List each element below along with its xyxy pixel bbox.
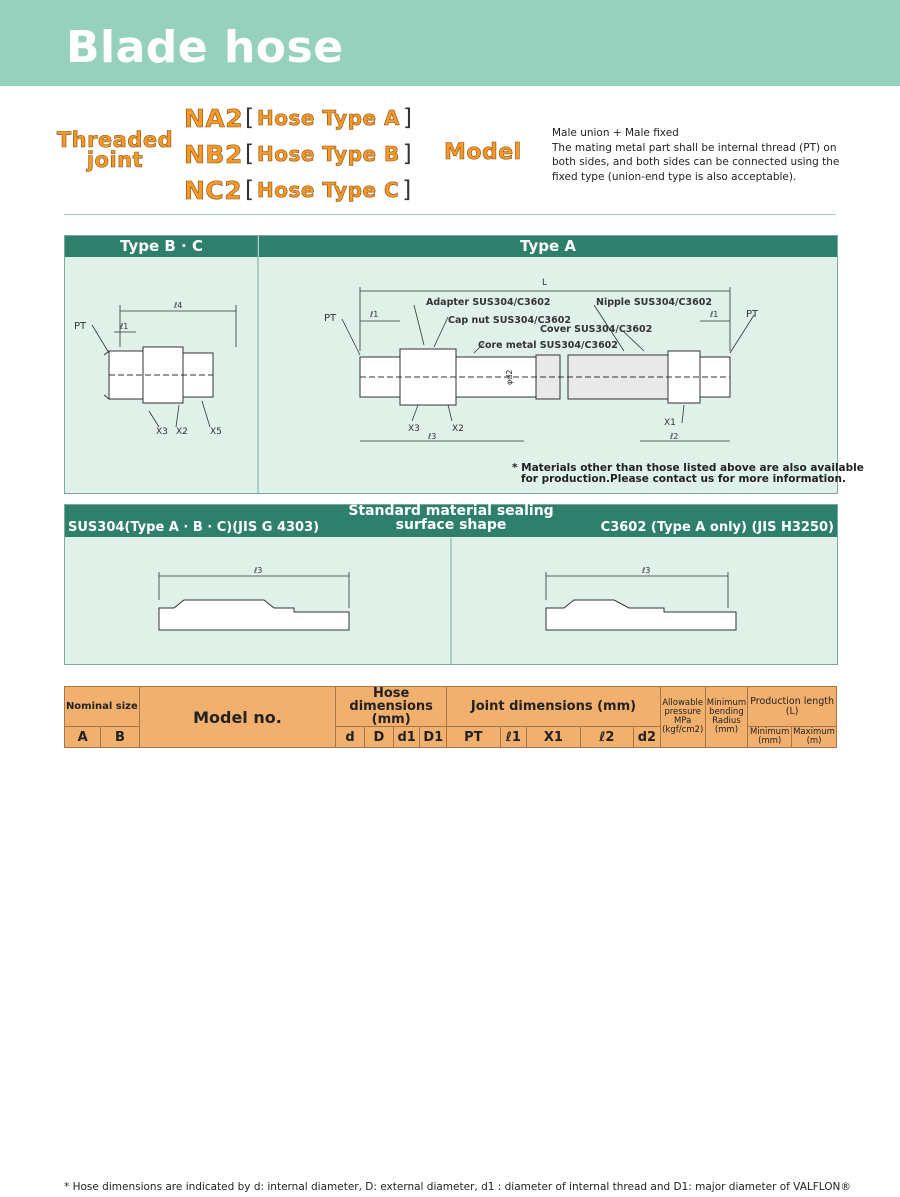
hose-header: Hose dimensions (mm): [336, 687, 447, 727]
model-code: NB2: [184, 139, 243, 169]
l3-label-sus: ℓ3: [254, 566, 263, 575]
col-a: A: [65, 727, 101, 748]
title-banner: [0, 0, 900, 86]
type-bc-header: Type B · C: [65, 236, 258, 257]
col-b: B: [101, 727, 139, 748]
bracket-open: [: [245, 105, 254, 131]
nipple-label: Nipple SUS304/C3602: [596, 297, 712, 308]
sealing-title-2: surface shape: [395, 517, 507, 533]
d2-label: φd2: [505, 369, 514, 385]
col-d1: d1: [393, 727, 420, 748]
pt-label-a-right: PT: [746, 309, 759, 320]
model-line-b: [184, 136, 415, 172]
joint-diagram: [64, 235, 838, 494]
bend-h3: Radius: [712, 716, 741, 726]
col-max: [792, 727, 837, 748]
desc-line-1: Male union + Male fixed: [552, 127, 679, 139]
col-d2: d2: [633, 727, 660, 748]
col-max-2: (m): [806, 736, 822, 746]
pressure-header: [660, 687, 705, 748]
col-l2: ℓ2: [580, 727, 633, 748]
model-line-c: [184, 172, 415, 208]
divider: [64, 214, 836, 215]
adapter-label: Adapter SUS304/C3602: [426, 297, 551, 308]
sealing-diagram: [64, 538, 838, 664]
nominal-header: Nominal size: [65, 687, 140, 727]
coremetal-label: Core metal SUS304/C3602: [478, 340, 618, 351]
prod-h2: (L): [785, 705, 799, 717]
table-head: [65, 687, 837, 748]
bend-header: [705, 687, 748, 748]
prod-h1: Production length: [750, 695, 835, 707]
type-a-header: Type A: [259, 236, 837, 257]
x5-label-bc: X5: [210, 427, 222, 437]
col-min-1: Minimum: [749, 727, 790, 737]
bracket-close: ]: [403, 105, 413, 131]
l1-label-a-right: ℓ1: [710, 310, 719, 319]
footnote: * Hose dimensions are indicated by d: internal diameter, D: external diameter, d1 : diameter of internal thread and D1: major diameter of VALFLON®: [64, 1181, 851, 1193]
sealing-title-1: Standard material sealing: [348, 503, 554, 519]
l1-label-bc: ℓ1: [120, 322, 129, 331]
l-label: L: [542, 278, 548, 288]
desc-line-2: The mating metal part shall be internal thread (PT) on both sides, and both sides can be connected using the fixed type (union-end type is also acceptable).: [552, 141, 840, 183]
bracket-close: ]: [402, 141, 412, 167]
cover-label: Cover SUS304/C3602: [540, 324, 653, 335]
note-line-1: * Materials other than those listed above are also available: [512, 462, 864, 474]
description: [552, 126, 842, 184]
model-code: NA2: [184, 103, 244, 133]
x1-label-a: X1: [664, 418, 676, 428]
col-min: [748, 727, 792, 748]
model-header: Model no.: [139, 687, 335, 748]
pt-label-bc: PT: [74, 321, 87, 332]
bracket-close: ]: [402, 177, 412, 203]
bend-h2: bending: [709, 707, 744, 717]
bend-h4: (mm): [714, 725, 739, 735]
l3-label-c3602: ℓ3: [642, 566, 651, 575]
joint-line-1: Threaded: [56, 128, 174, 152]
l2-label-a: ℓ2: [670, 432, 679, 441]
pressure-h4: (kgf/cm2): [662, 725, 704, 735]
pt-label-a-left: PT: [324, 313, 337, 324]
hose-type: Hose Type B: [256, 142, 400, 166]
x3-label-a: X3: [408, 424, 420, 434]
production-header: [748, 687, 837, 727]
bracket-open: [: [245, 177, 254, 203]
x2-label-a: X2: [452, 424, 464, 434]
materials-note: [512, 463, 864, 485]
col-l1: ℓ1: [500, 727, 527, 748]
l4-label: ℓ4: [174, 301, 183, 310]
pressure-h2: pressure: [664, 707, 702, 717]
spec-table: [64, 686, 837, 748]
page-title: Blade hose: [66, 22, 344, 73]
joint-header: Joint dimensions (mm): [447, 687, 661, 727]
threaded-joint-label: [52, 130, 178, 170]
col-max-1: Maximum: [793, 727, 835, 737]
c3602-label: C3602 (Type A only) (JIS H3250): [600, 520, 834, 535]
x2-label-bc: X2: [176, 427, 188, 437]
bracket-open: [: [245, 141, 254, 167]
col-x1: X1: [527, 727, 580, 748]
pressure-h1: Allowable: [662, 698, 704, 708]
l1-label-a: ℓ1: [370, 310, 379, 319]
sus304-label: SUS304(Type A · B · C)(JIS G 4303): [68, 520, 320, 535]
col-D: D: [364, 727, 393, 748]
note-line-2: for production.Please contact us for more information.: [521, 473, 846, 485]
col-d: d: [336, 727, 365, 748]
hose-type: Hose Type A: [256, 106, 401, 130]
col-D1: D1: [420, 727, 447, 748]
model-codes: [184, 100, 415, 208]
col-min-2: (mm): [758, 736, 782, 746]
model-word: Model: [444, 140, 522, 165]
model-code: NC2: [184, 175, 243, 205]
bend-h1: Minimum: [706, 698, 747, 708]
joint-line-2: joint: [86, 148, 144, 172]
x3-label-bc: X3: [156, 427, 168, 437]
l3-label-a: ℓ3: [428, 432, 437, 441]
hose-type: Hose Type C: [256, 178, 400, 202]
capnut-label: Cap nut SUS304/C3602: [448, 315, 571, 326]
pressure-h3: MPa: [674, 716, 692, 726]
col-pt: PT: [447, 727, 500, 748]
model-line-a: [184, 100, 415, 136]
